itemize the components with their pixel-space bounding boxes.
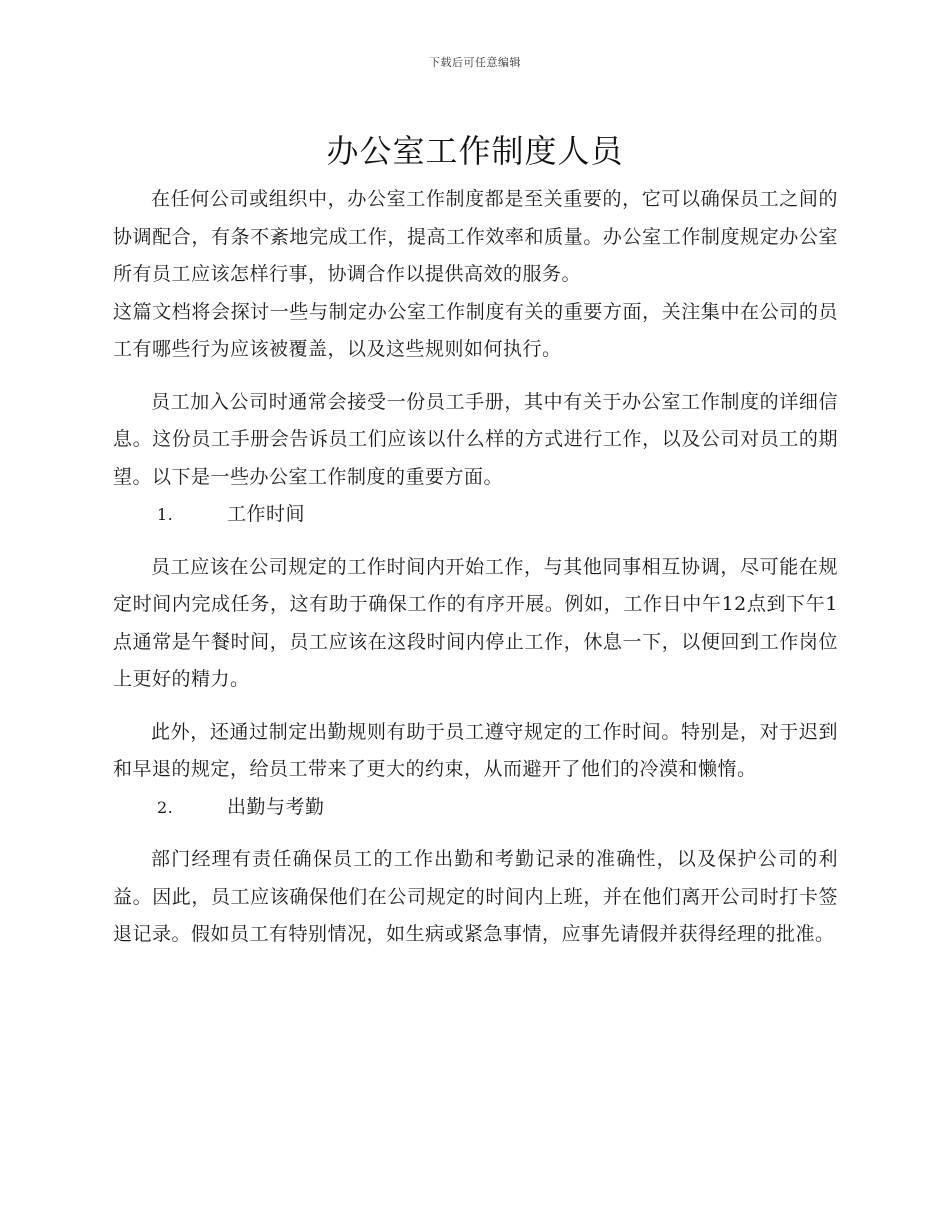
paragraph-attendance-rules: 此外，还通过制定出勤规则有助于员工遵守规定的工作时间。特别是，对于迟到和早退的规定，给员工带来了更大的约束，从而避开了他们的冷漠和懒惰。 [113, 720, 838, 780]
section-title: 工作时间 [227, 503, 306, 525]
paragraph-intro-continued: 这篇文档将会探讨一些与制定办公室工作制度有关的重要方面，关注集中在公司的员工有哪些行为应该被覆盖，以及这些规则如何执行。 [113, 300, 838, 360]
document-body [113, 181, 838, 954]
paragraph-handbook: 员工加入公司时通常会接受一份员工手册，其中有关于办公室工作制度的详细信息。这份员工手册会告诉员工们应该以什么样的方式进行工作，以及公司对员工的期望。以下是一些办公室工作制度的重要方面。 [113, 390, 838, 488]
section-heading-attendance [113, 789, 838, 827]
section-number: 1. [157, 505, 174, 524]
paragraph-intro: 在任何公司或组织中，办公室工作制度都是至关重要的，它可以确保员工之间的协调配合，有条不紊地完成工作，提高工作效率和质量。办公室工作制度规定办公室所有员工应该怎样行事，协调合作以提供高效的服务。 [113, 188, 838, 285]
section-number: 2. [157, 797, 174, 817]
paragraph-manager-duty: 部门经理有责任确保员工的工作出勤和考勤记录的准确性，以及保护公司的利益。因此，员工应该确保他们在公司规定的时间内上班，并在他们离开公司时打卡签退记录。假如员工有特别情况，如生病或紧急事情，应事先请假并获得经理的批准。 [113, 848, 838, 945]
document-title: 办公室工作制度人员 [326, 132, 624, 170]
paragraph-work-hours: 员工应该在公司规定的工作时间内开始工作，与其他同事相互协调，尽可能在规定时间内完成任务，这有助于确保工作的有序开展。例如，工作日中午12点到下午1点通常是午餐时间，员工应该在这段时间内停止工作，休息一下，以便回到工作岗位上更好的精力。 [113, 555, 838, 690]
section-heading-work-hours [113, 496, 838, 534]
header-note: 下载后可任意编辑 [429, 56, 521, 69]
section-title: 出勤与考勤 [227, 795, 325, 818]
